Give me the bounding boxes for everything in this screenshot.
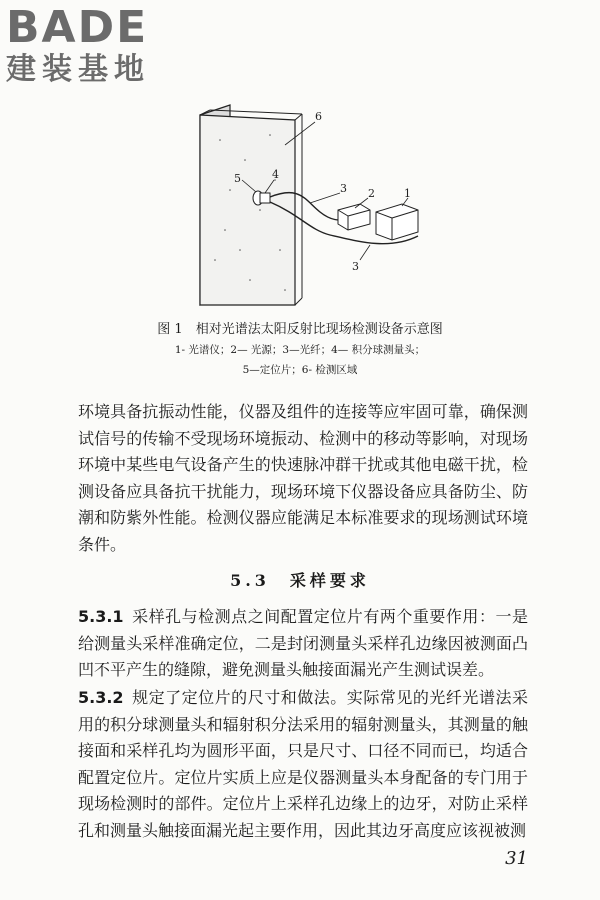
label-3-lower: 3 (352, 260, 359, 273)
label-3-upper: 3 (340, 182, 347, 195)
label-1: 1 (404, 187, 411, 200)
clause-number: 5.3.2 (78, 688, 124, 707)
label-5: 5 (234, 172, 241, 185)
clause-text: 采样孔与检测点之间配置定位片有两个重要作用：一是给测量头采样准确定位，二是封闭测量头采样孔边缘因被测面凸凹不平产生的缝隙，避免测量头触接面漏光产生测试误差。 (78, 607, 528, 679)
logo-wordmark: BADE (6, 2, 149, 53)
body-paragraph: 环境具备抗振动性能，仪器及组件的连接等应牢固可靠，确保测试信号的传输不受现场环境振动、检测中的移动等影响，对现场环境中某些电气设备产生的快速脉冲群干扰或其他电磁干扰，检测设备应具备抗干扰能力，现场环境下仪器设备应具备防尘、防潮和防紫外性能。检测仪器应能满足本标准要求的现场测试环境条件。 (78, 402, 528, 554)
label-6: 6 (315, 110, 322, 123)
label-2: 2 (368, 187, 375, 200)
figure-legend-line1: 1- 光谱仪；2— 光源；3—光纤；4— 积分球测量头； (174, 344, 426, 356)
clause-text: 规定了定位片的尺寸和做法。实际常见的光纤光谱法采用的积分球测量头和辐射积分法采用的辐射测量头，其测量的触接面和采样孔均为圆形平面，只是尺寸、口径不同而已，均适合配置定位片。定位片实质上应是仪器测量头本身配备的专门用于现场检测时的部件。定位片上采样孔边缘上的边牙，对防止采样孔和测量头触接面漏光起主要作用，因此其边牙高度应该视被测 (78, 688, 528, 840)
page-number: 31 (505, 848, 528, 869)
figure-legend-line2: 5—定位片；6- 检测区域 (242, 364, 358, 376)
spectrometer (376, 204, 418, 240)
clause-5-3-1 (78, 604, 528, 684)
clause-number: 5.3.1 (78, 607, 124, 626)
wall-face (200, 115, 295, 305)
figure-caption-title: 图 1 相对光谱法太阳反射比现场检测设备示意图 (157, 322, 443, 337)
label-4: 4 (272, 168, 279, 181)
equipment-diagram (190, 100, 450, 315)
integrating-sphere-head (260, 193, 270, 203)
clause-5-3-2 (78, 685, 528, 844)
section-title: 5.3 采样要求 (230, 571, 370, 590)
logo-chinese-name: 建装基地 (6, 52, 150, 87)
logo (6, 4, 181, 96)
light-source (338, 204, 370, 230)
